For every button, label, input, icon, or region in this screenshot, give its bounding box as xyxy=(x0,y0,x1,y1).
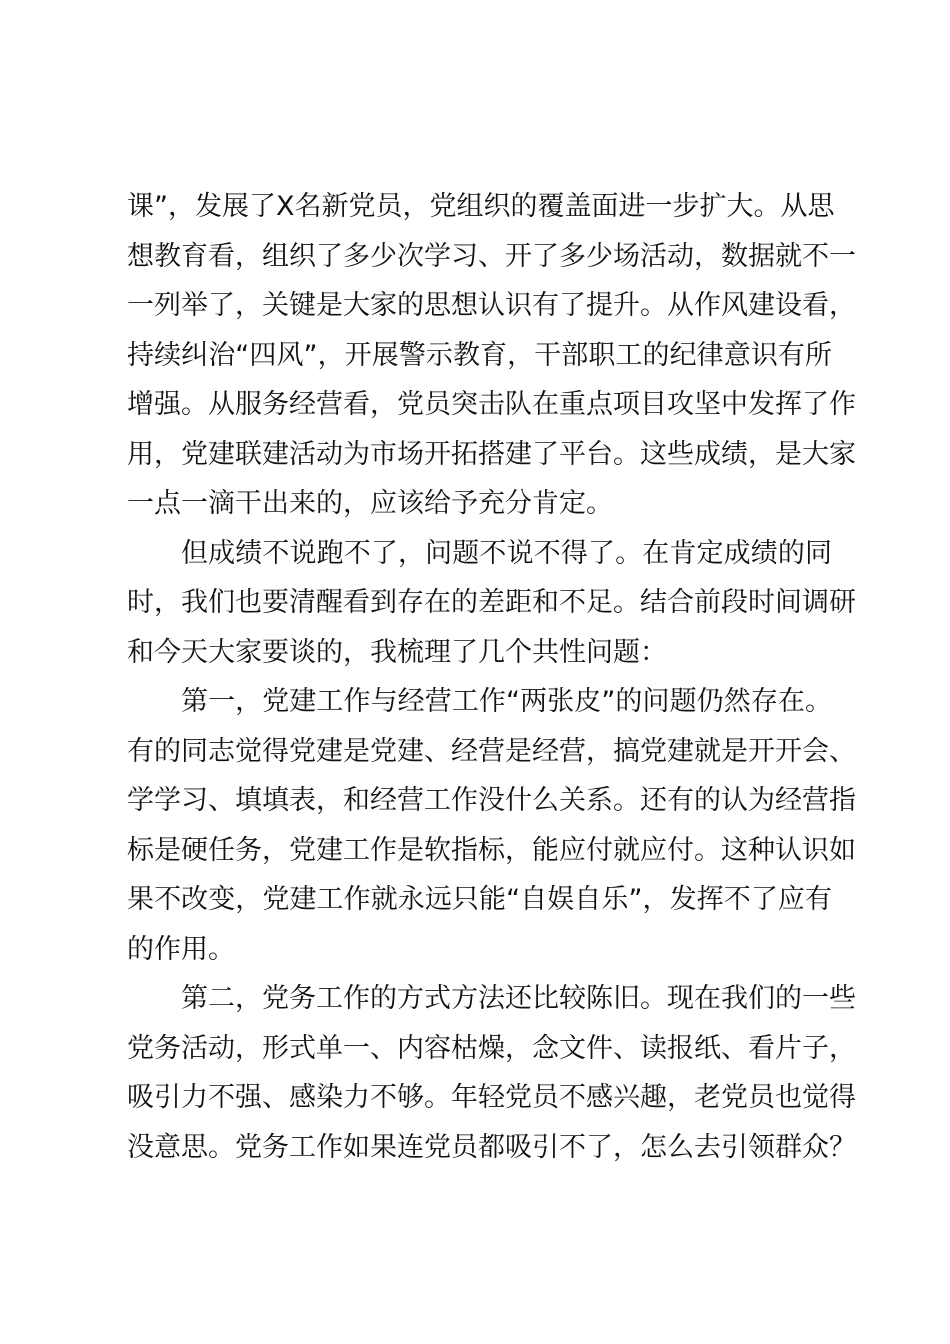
paragraph-achievements xyxy=(127,182,856,529)
text-line: 党务活动，形式单一、内容枯燥，念文件、读报纸、看片子， xyxy=(127,1032,856,1064)
text-line: 第二，党务工作的方式方法还比较陈旧。现在我们的一些 xyxy=(181,983,856,1014)
text-line: 没意思。党务工作如果连党员都吸引不了，怎么去引领群众？ xyxy=(127,1131,856,1163)
text-line: 用，党建联建活动为市场开拓搭建了平台。这些成绩，是大家 xyxy=(127,438,856,470)
text-line: 持续纠治“四风”，开展警示教育，干部职工的纪律意识有所 xyxy=(127,339,832,371)
text-line: 时，我们也要清醒看到存在的差距和不足。结合前段时间调研 xyxy=(127,587,856,618)
paragraph-problems-intro xyxy=(127,529,856,678)
text-line: 想教育看，组织了多少次学习、开了多少场活动，数据就不一 xyxy=(127,240,856,272)
text-line: 增强。从服务经营看，党员突击队在重点项目攻坚中发挥了作 xyxy=(127,389,856,420)
text-line: 课”，发展了X名新党员，党组织的覆盖面进一步扩大。从思 xyxy=(127,191,835,222)
text-line: 一列举了，关键是大家的思想认识有了提升。从作风建设看， xyxy=(127,290,856,321)
document-body xyxy=(127,182,856,1172)
paragraph-problem-two xyxy=(127,974,856,1172)
text-line: 标是硬任务，党建工作是软指标，能应付就应付。这种认识如 xyxy=(127,834,856,866)
text-line: 学学习、填填表，和经营工作没什么关系。还有的认为经营指 xyxy=(127,785,856,816)
text-line: 果不改变，党建工作就永远只能“自娱自乐”，发挥不了应有 xyxy=(127,884,832,915)
text-line: 第一，党建工作与经营工作“两张皮”的问题仍然存在。 xyxy=(181,686,832,717)
text-line: 有的同志觉得党建是党建、经营是经营，搞党建就是开开会、 xyxy=(127,735,856,767)
text-line: 的作用。 xyxy=(127,933,235,965)
paragraph-problem-one xyxy=(127,677,856,974)
text-line: 一点一滴干出来的，应该给予充分肯定。 xyxy=(127,488,613,519)
text-line: 但成绩不说跑不了，问题不说不得了。在肯定成绩的同 xyxy=(181,537,832,569)
text-line: 吸引力不强、感染力不够。年轻党员不感兴趣，老党员也觉得 xyxy=(127,1082,856,1113)
text-line: 和今天大家要谈的，我梳理了几个共性问题： xyxy=(127,636,667,668)
